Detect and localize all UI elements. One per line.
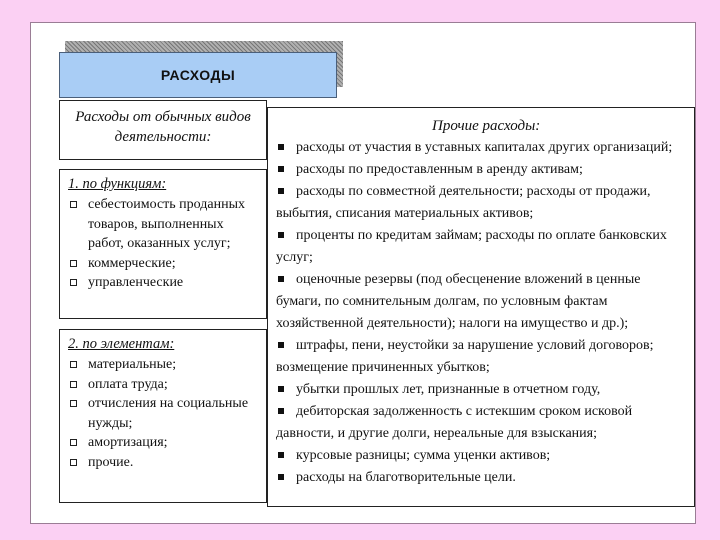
list-item: прочие. bbox=[68, 453, 260, 473]
list-item: курсовые разницы; сумма уценки активов; bbox=[276, 445, 686, 467]
list-item: расходы на благотворительные цели. bbox=[276, 467, 686, 489]
list-item: материальные; bbox=[68, 355, 260, 375]
list-item: штрафы, пени, неустойки за нарушение условий договоров; возмещение причиненных убытков; bbox=[276, 338, 654, 375]
ordinary-header: Расходы от обычных видов деятельности: bbox=[75, 109, 251, 145]
by-function-title: 1. по функциям: bbox=[68, 176, 167, 192]
list-item: расходы по совместной деятельности; расходы от продажи, выбытия, списания материальных активов; bbox=[276, 184, 651, 221]
by-elements-list bbox=[68, 355, 260, 472]
by-elements-title: 2. по элементам: bbox=[68, 336, 175, 352]
list-item: оценочные резервы (под обесценение вложений в ценные бумаги, по сомнительным долгам, по условным фактам хозяйственной деятельности); налоги на имущество и др.); bbox=[276, 272, 641, 331]
square-bullet-icon bbox=[278, 166, 284, 172]
other-expenses-list bbox=[276, 137, 686, 489]
other-expenses-box bbox=[267, 107, 695, 507]
list-item: дебиторская задолженность с истекшим сроком исковой давности, и другие долги, нереальные для взыскания; bbox=[276, 404, 633, 441]
list-item: проценты по кредитам займам; расходы по оплате банковских услуг; bbox=[276, 228, 667, 265]
square-bullet-icon bbox=[278, 276, 284, 282]
by-function-list bbox=[68, 195, 260, 293]
checkbox-bullet-icon bbox=[70, 260, 77, 267]
square-bullet-icon bbox=[278, 144, 284, 150]
by-function-box bbox=[59, 169, 267, 319]
square-bullet-icon bbox=[278, 474, 284, 480]
ordinary-header-box bbox=[59, 100, 267, 160]
square-bullet-icon bbox=[278, 386, 284, 392]
slide bbox=[30, 22, 696, 524]
other-header: Прочие расходы: bbox=[432, 118, 541, 134]
title-box bbox=[59, 52, 337, 98]
checkbox-bullet-icon bbox=[70, 279, 77, 286]
list-item: убытки прошлых лет, признанные в отчетном году, bbox=[276, 379, 686, 401]
checkbox-bullet-icon bbox=[70, 459, 77, 466]
list-item: управленческие bbox=[68, 273, 260, 293]
list-item: расходы по предоставленным в аренду активам; bbox=[276, 159, 686, 181]
checkbox-bullet-icon bbox=[70, 361, 77, 368]
checkbox-bullet-icon bbox=[70, 381, 77, 388]
list-item: коммерческие; bbox=[68, 254, 260, 274]
square-bullet-icon bbox=[278, 342, 284, 348]
square-bullet-icon bbox=[278, 408, 284, 414]
list-item: расходы от участия в уставных капиталах других организаций; bbox=[276, 137, 686, 159]
square-bullet-icon bbox=[278, 188, 284, 194]
square-bullet-icon bbox=[278, 452, 284, 458]
square-bullet-icon bbox=[278, 232, 284, 238]
list-item: себестоимость проданных товаров, выполненных работ, оказанных услуг; bbox=[68, 195, 260, 254]
list-item: оплата труда; bbox=[68, 375, 260, 395]
page-title: РАСХОДЫ bbox=[160, 67, 236, 83]
by-elements-box bbox=[59, 329, 267, 503]
checkbox-bullet-icon bbox=[70, 439, 77, 446]
checkbox-bullet-icon bbox=[70, 201, 77, 208]
checkbox-bullet-icon bbox=[70, 400, 77, 407]
list-item: отчисления на социальные нужды; bbox=[68, 394, 260, 433]
list-item: амортизация; bbox=[68, 433, 260, 453]
